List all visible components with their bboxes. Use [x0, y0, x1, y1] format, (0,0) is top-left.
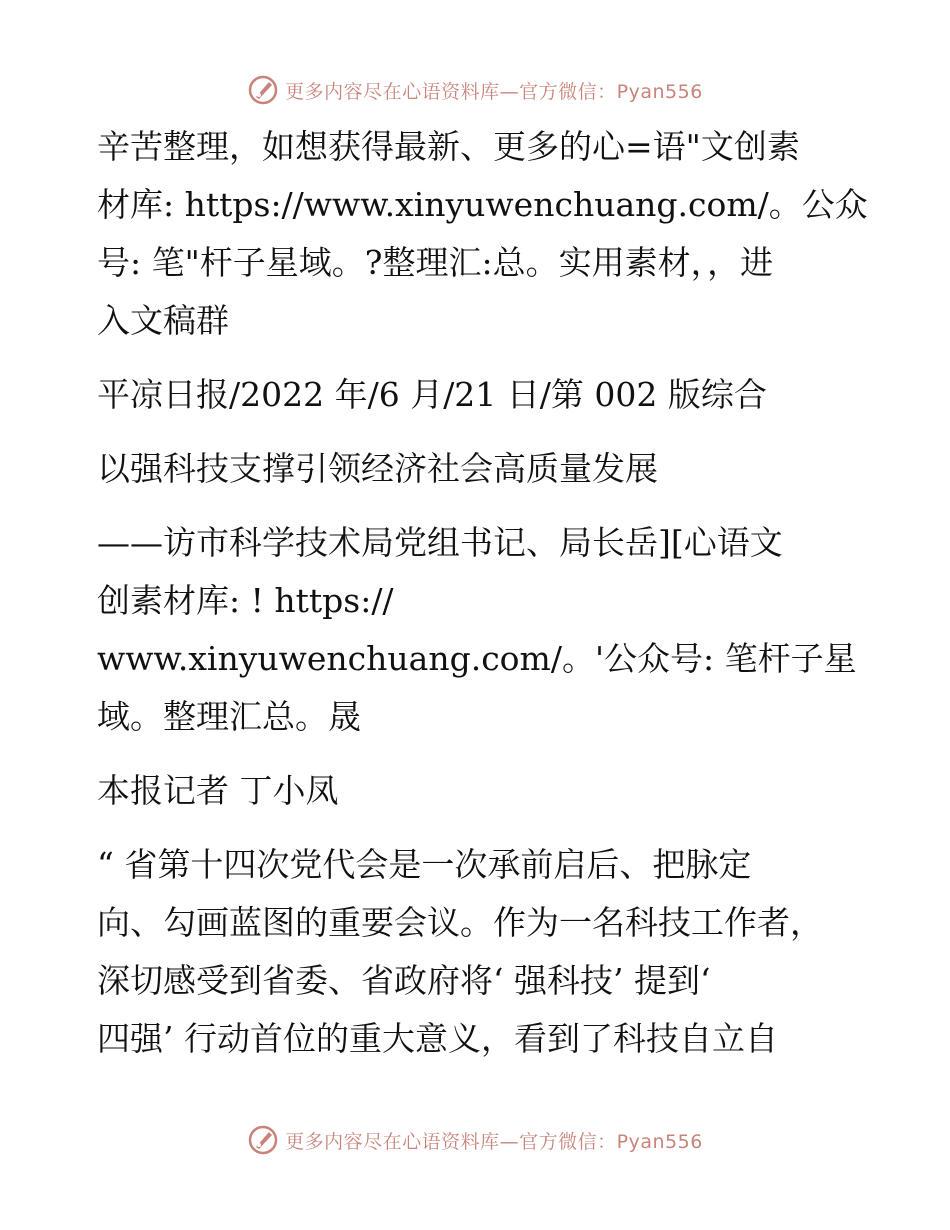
pen-logo-icon	[247, 1124, 279, 1156]
watermark-text: 更多内容尽在心语资料库—官方微信：Pyan556	[285, 1130, 703, 1153]
text-line: 创素材库: ! https://	[97, 581, 394, 620]
pen-logo-icon	[247, 74, 279, 106]
text-line: 四强’ 行动首位的重大意义，看到了科技自立自	[97, 1019, 778, 1058]
watermark-text: 更多内容尽在心语资料库—官方微信：Pyan556	[285, 80, 703, 103]
watermark-header	[0, 70, 950, 110]
text-line: 平凉日报/2022 年/6 月/21 日/第 002 版综合	[97, 375, 767, 414]
byline	[97, 762, 837, 820]
text-line: 以强科技支撑引领经济社会高质量发展	[97, 449, 658, 488]
text-line: 向、勾画蓝图的重要会议。作为一名科技工作者，	[97, 903, 823, 942]
text-line: www.xinyuwenchuang.com/。'公众号: 笔杆子星	[97, 639, 857, 678]
body-paragraph	[97, 836, 837, 1068]
text-line: 材库: https://www.xinyuwenchuang.com/。公众	[97, 185, 868, 224]
document-body	[97, 118, 868, 1084]
text-line: 辛苦整理，如想获得最新、更多的心=语"文创素	[97, 127, 800, 166]
article-title	[97, 440, 837, 498]
text-line: 域。整理汇总。晟	[97, 697, 361, 736]
text-line: 号: 笔"杆子星域。?整理汇:总。实用素材，，进	[97, 243, 774, 282]
text-line: 本报记者 丁小凤	[97, 771, 339, 810]
text-line: ——访市科学技术局党组书记、局长岳][心语文	[97, 523, 783, 562]
intro-paragraph	[97, 118, 868, 350]
text-line: 深切感受到省委、省政府将‘ 强科技’ 提到‘	[97, 961, 711, 1000]
text-line: “ 省第十四次党代会是一次承前启后、把脉定	[97, 845, 752, 884]
source-line	[97, 366, 837, 424]
article-subtitle	[97, 514, 857, 746]
watermark-footer	[0, 1120, 950, 1160]
text-line: 入文稿群	[97, 301, 229, 340]
